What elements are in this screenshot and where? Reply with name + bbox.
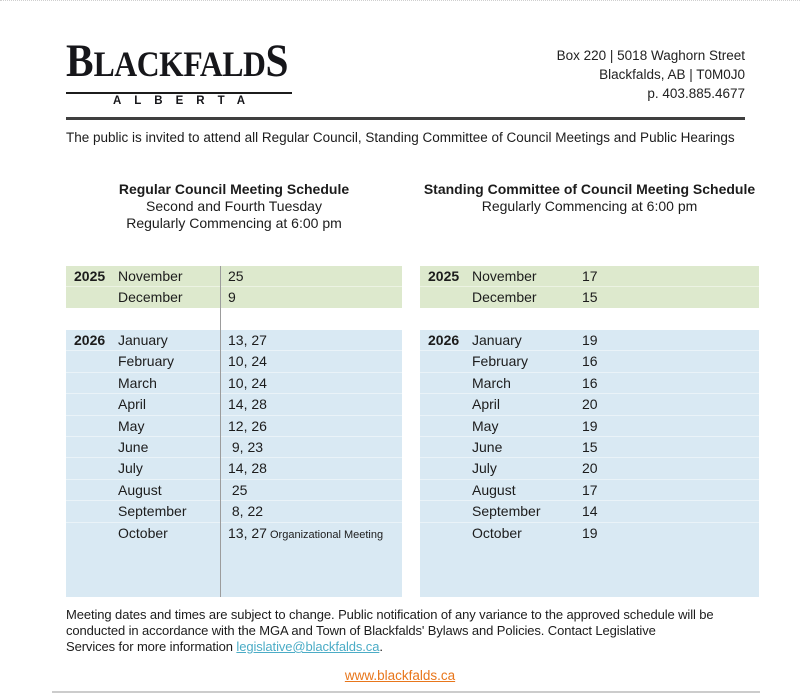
meeting-dates: 13, 27 (228, 332, 267, 348)
year-label (420, 373, 472, 394)
intro-paragraph: The public is invited to attend all Regular Council, Standing Committee of Council Meetings and Public Hearings (66, 130, 735, 145)
schedule-row (66, 287, 402, 308)
meeting-dates: 19 (582, 417, 598, 434)
schedule-title: Standing Committee of Council Meeting Schedule (423, 181, 756, 197)
meeting-dates: 25 (228, 481, 248, 498)
schedule-row (66, 394, 402, 415)
year-label (66, 523, 118, 546)
year-label (420, 394, 472, 415)
schedule-row (66, 501, 402, 522)
address-line-city: Blackfalds, AB | T0M0J0 (599, 67, 745, 82)
footer-line-1: Meeting dates and times are subject to change. Public notification of any variance to the approved schedule will be (66, 607, 714, 622)
year-label (66, 394, 118, 415)
month-label: June (118, 438, 149, 455)
month-label: April (118, 396, 147, 413)
schedule-row (66, 373, 402, 394)
footer-notice (66, 607, 766, 655)
schedule-title: Regular Council Meeting Schedule (118, 181, 350, 197)
schedule-row (66, 458, 402, 479)
year-label (420, 287, 472, 308)
logo-region-label: ALBERTA (112, 95, 259, 107)
month-label: January (472, 332, 522, 348)
schedule-section-2025 (66, 266, 402, 308)
year-label (420, 351, 472, 372)
website-link-row (0, 668, 800, 683)
schedule-row (66, 416, 402, 437)
year-label (66, 351, 118, 372)
footer-line-2: conducted in accordance with the MGA and Town of Blackfalds' Bylaws and Policies. Contact Legislative (66, 623, 656, 638)
month-label: July (118, 460, 143, 477)
year-label (66, 458, 118, 479)
meeting-dates: 25 (228, 268, 244, 284)
meeting-dates: 20 (582, 460, 598, 477)
schedule-heading (420, 181, 759, 266)
schedule-row (420, 480, 759, 501)
schedule-table-standing-committee (420, 266, 759, 597)
footer-line-3 (66, 639, 766, 655)
schedule-subtitle: Regularly Commencing at 6:00 pm (481, 198, 698, 214)
meeting-dates: 9, 23 (228, 438, 264, 455)
meeting-dates: 19 (582, 524, 598, 541)
schedule-row (420, 458, 759, 479)
meeting-dates: 10, 24 (228, 353, 267, 370)
schedule-subtitle: Second and Fourth Tuesday (146, 198, 322, 214)
month-label: July (472, 460, 497, 477)
meeting-dates: 14 (582, 503, 598, 520)
schedule-row (66, 523, 402, 544)
year-label (66, 480, 118, 501)
schedule-column-regular-council (66, 181, 402, 597)
meeting-dates: 8, 22 (228, 503, 264, 520)
schedule-heading (66, 181, 402, 266)
year-label (66, 373, 118, 394)
month-label: November (118, 268, 183, 284)
month-label: October (118, 524, 168, 541)
month-label: April (472, 396, 501, 413)
month-label: March (118, 374, 157, 391)
address-line-phone: p. 403.885.4677 (647, 86, 745, 101)
schedule-table-regular-council (66, 266, 402, 597)
meeting-dates: 14, 28 (228, 460, 267, 477)
schedule-row (66, 437, 402, 458)
page-footer-rule (52, 691, 760, 693)
meeting-dates: 15 (582, 289, 598, 305)
meeting-dates: 13, 27 Organizational Meeting (228, 524, 384, 541)
year-label (66, 287, 118, 308)
meeting-dates: 20 (582, 396, 598, 413)
month-label: January (118, 332, 168, 348)
address-line-street: Box 220 | 5018 Waghorn Street (556, 48, 745, 63)
schedule-row (66, 351, 402, 372)
schedule-row (420, 330, 759, 351)
schedule-row (420, 373, 759, 394)
schedule-row (420, 351, 759, 372)
meeting-dates: 9 (228, 289, 236, 305)
schedule-section-2026 (420, 330, 759, 597)
meeting-dates: 10, 24 (228, 374, 267, 391)
schedule-row (66, 480, 402, 501)
year-label (420, 501, 472, 522)
month-label: March (472, 374, 511, 391)
year-label: 2025 (74, 268, 106, 284)
year-label (420, 437, 472, 458)
month-label: August (118, 481, 162, 498)
month-label: October (472, 524, 522, 541)
schedule-row (420, 287, 759, 308)
logo-initial-letter: B (66, 35, 94, 87)
month-label: February (472, 353, 529, 370)
schedule-row (420, 394, 759, 415)
schedule-row (420, 416, 759, 437)
schedule-row (66, 266, 402, 287)
year-label: 2026 (74, 332, 106, 348)
year-label: 2025 (428, 268, 460, 284)
schedule-row (420, 437, 759, 458)
schedule-column-standing-committee (420, 181, 759, 597)
meeting-dates: 16 (582, 353, 598, 370)
month-label: August (472, 481, 516, 498)
year-label (66, 501, 118, 522)
meeting-dates: 15 (582, 438, 598, 455)
blackfalds-logo (66, 37, 292, 107)
schedule-row (420, 266, 759, 287)
month-label: November (472, 268, 537, 284)
meeting-dates: 14, 28 (228, 396, 267, 413)
footer-line-3-period: . (379, 639, 383, 654)
footer-line-3-text: Services for more information (66, 639, 237, 654)
year-label: 2026 (428, 332, 460, 348)
year-label (420, 416, 472, 437)
meeting-dates: 19 (582, 332, 598, 348)
legislative-email-link[interactable]: legislative@blackfalds.ca (236, 639, 380, 654)
logo-wordmark (66, 35, 289, 96)
month-label: September (118, 503, 187, 520)
month-label: June (472, 438, 503, 455)
schedule-row (420, 523, 759, 544)
month-label: May (118, 417, 145, 434)
schedule-subtitle: Regularly Commencing at 6:00 pm (126, 215, 342, 231)
blackfalds-website-link[interactable]: www.blackfalds.ca (344, 668, 456, 683)
schedule-row (420, 501, 759, 522)
column-divider-line (220, 266, 221, 597)
year-label (420, 523, 472, 544)
meeting-note: Organizational Meeting (266, 528, 384, 541)
month-label: May (472, 417, 499, 434)
meeting-dates: 17 (582, 268, 598, 284)
logo-middle-letters: LACKFALD (93, 44, 266, 84)
logo-final-letter: S (265, 35, 289, 87)
year-label (66, 437, 118, 458)
month-label: December (118, 289, 183, 305)
year-label (66, 416, 118, 437)
month-label: February (118, 353, 175, 370)
year-label (420, 480, 472, 501)
header-address-block (557, 46, 745, 103)
header-divider-rule (66, 117, 745, 120)
month-label: September (472, 503, 541, 520)
month-label: December (472, 289, 537, 305)
schedule-section-2026 (66, 330, 402, 597)
meeting-dates: 12, 26 (228, 417, 267, 434)
year-label (420, 458, 472, 479)
meeting-dates: 17 (582, 481, 598, 498)
schedule-section-2025 (420, 266, 759, 308)
meeting-dates: 16 (582, 374, 598, 391)
schedule-row (66, 330, 402, 351)
